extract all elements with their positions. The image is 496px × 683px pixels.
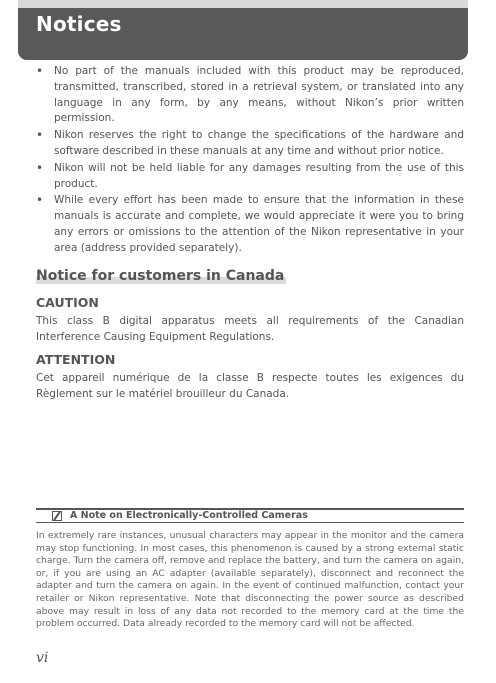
caution-heading: CAUTION xyxy=(36,295,99,310)
list-item xyxy=(36,128,464,160)
page-title: Notices xyxy=(36,12,122,36)
list-item xyxy=(36,161,464,193)
notices-list xyxy=(36,64,464,258)
bullet-glyph: • xyxy=(36,193,44,208)
page-number: vi xyxy=(36,650,49,666)
notice-text-4: While every effort has been made to ensure that the information in these manuals is accurate and complete, we would appreciate it were you to bring any errors or omissions to the attention of the Nikon representative in your area (address provided separately). xyxy=(54,194,464,254)
note-title: A Note on Electronically-Controlled Cameras xyxy=(70,510,308,521)
note-text: In extremely rare instances, unusual characters may appear in the monitor and the camera may stop functioning. In most cases, this phenomenon is caused by a strong external static charge. Turn the camera off, remove and replace the battery, and turn the camera on again, or, if you are using an AC adapter (available separately), disconnect and reconnect the adapter and turn the camera on again. In the event of continued malfunction, contact your retailer or Nikon representative. Note that disconnecting the power source as described above may result in loss of any data not recorded to the memory card at the time the problem occurred. Data already recorded to the memory card will not be affected. xyxy=(36,530,464,630)
bullet-glyph: • xyxy=(36,64,44,78)
attention-text: Cet appareil numérique de la classe B respecte toutes les exigences du Règlement sur le matériel brouilleur du Canada. xyxy=(36,372,464,400)
list-item xyxy=(36,193,464,256)
list-item xyxy=(36,64,464,127)
bullet-glyph: • xyxy=(36,160,44,175)
header-top-strip xyxy=(18,0,468,8)
note-header-bar xyxy=(36,508,464,523)
notice-text-1: No part of the manuals included with this product may be reproduced, transmitted, transcribed, stored in a retrieval system, or translated into any language in any form, by any means, without Nikon’s prior written permission. xyxy=(54,65,464,125)
pencil-note-icon xyxy=(52,511,62,521)
notice-text-3: Nikon will not be held liable for any damages resulting from the use of this product. xyxy=(54,161,464,190)
notice-text-2: Nikon reserves the right to change the specifications of the hardware and software described in these manuals at any time and without prior notice. xyxy=(54,129,464,157)
canada-section-heading: Notice for customers in Canada xyxy=(36,268,285,284)
caution-text: This class B digital apparatus meets all requirements of the Canadian Interference Causing Equipment Regulations. xyxy=(36,315,464,343)
bullet-glyph: • xyxy=(36,128,44,143)
attention-heading: ATTENTION xyxy=(36,352,116,367)
